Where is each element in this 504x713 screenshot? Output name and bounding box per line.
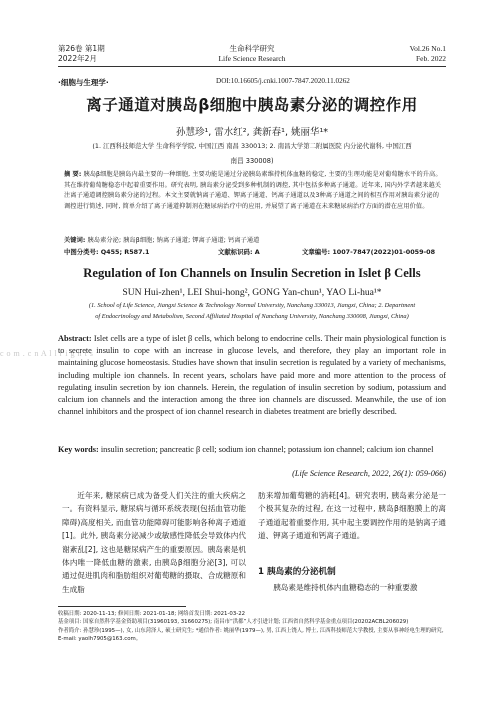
keywords-en (58, 444, 446, 456)
header-volume-en: Vol.26 No.1 (409, 44, 446, 53)
abstract-en-text: Islet cells are a type of islet β cells, which belong to endocrine cells. Their main physiological function is to secrete insulin to cope with an increase in glucose levels, and therefore, they play an important role in maintaining glucose homeostasis. Studies have shown that insulin secretion is regulated by a variety of mechanisms, including multiple ion channels. In recent years, scholars have paid more and more attention to the process of regulating insulin secretion by ion channels. Herein, the regulation of insulin secretion by sodium, potassium and calcium ion channels and the interaction among the three ion channels are discussed. Meanwhile, the use of ion channel inhibitors and the prospect of ion channel research in diabetes treatment are briefly described. (58, 334, 446, 417)
header-journal-cn: 生命科学研究 (229, 44, 275, 53)
keywords-cn-text: 胰岛素分泌; 胰岛β细胞; 钠离子通道; 钾离子通道; 钙离子通道 (87, 237, 260, 244)
abstract-cn (64, 170, 442, 212)
abstract-en (58, 333, 446, 418)
affiliation-en-line-1: (1. School of Life Science, Jiangxi Science & Technology Normal University, Nanchang 330013, Jiangxi, China; 2. Department (88, 302, 416, 309)
classification-clc: 中图分类号: Q455; R587.1 (64, 248, 150, 256)
header-rule (58, 66, 446, 67)
header-journal-en: Life Science Research (218, 54, 286, 63)
body-right-column-para-2: 胰岛素是维持机体内血糖稳态的一种重要激 (273, 583, 418, 592)
footnote-rule (58, 606, 186, 607)
citation: (Life Science Research, 2022, 26(1): 059-066) (292, 469, 446, 478)
keywords-cn (64, 236, 442, 247)
body-right-column-para-1: 肪来增加葡萄糖的消耗[4]。研究表明, 胰岛素分泌是一个极其复杂的过程, 在这一过程中, 胰岛β细胞膜上的离子通道起着重要作用, 其中起主要调控作用的是钠离子通道、钾离子通道和钙离子通道。 (258, 491, 446, 541)
footnotes (58, 610, 446, 644)
footnote-received: 收稿日期: 2020-11-13; 修回日期: 2021-01-18; 网络首发日期: 2021-03-22 (58, 611, 246, 617)
title-en: Regulation of Ion Channels on Insulin Secretion in Islet β Cells (83, 266, 421, 280)
doi: DOI:10.16605/j.cnki.1007-7847.2020.11.0262 (216, 77, 350, 85)
classification-code: 文献标识码: A (218, 248, 260, 256)
authors-cn: 孙慧珍¹, 雷水红², 龚新春¹, 姚丽华¹* (175, 127, 329, 138)
keywords-en-text: insulin secretion; pancreatic β cell; sodium ion channel; potassium ion channel; calcium ion channel (100, 445, 434, 454)
section-heading-1: 1 胰岛素的分泌机制 (258, 567, 336, 577)
keywords-cn-label: 关键词: (64, 237, 86, 244)
classification-article-no: 文章编号: 1007-7847(2022)01-0059-08 (302, 248, 436, 256)
section-tag: ·细胞与生理学· (58, 78, 109, 87)
affiliation-en-line-2: of Endocrinology and Metabolism, Second Affiliated Hospital of Nanchang University, Nanchang 330008, Jiangxi, China) (95, 313, 409, 320)
abstract-cn-text: 胰岛β细胞是胰岛内最主要的一种细胞, 主要功能是通过分泌胰岛素维持机体血糖的稳定, 主要的生理功能是对葡萄糖水平的升高。其在维持葡萄糖稳态中起着重要作用。研究表明, 胰岛素分泌受到多种机制的调控, 其中包括多种离子通道。近年来, 国内外学者越来越关注离子通道调控胰岛素分泌的过程。本文主要就钠离子通道、钾离子通道、钙离子通道以及3种离子通道之间的相互作用对胰岛素分泌的调控进行简述, 同时, 简单介绍了离子通道抑制剂在糖尿病治疗中的应用, 并展望了离子通道在未来糖尿病治疗方面的潜在应用价值。 (64, 171, 442, 210)
header-volume-cn: 第26卷 第1期 (58, 44, 105, 53)
watermark: c o m . c n A l l r i g h t s (0, 349, 94, 358)
abstract-cn-label: 摘 要: (64, 171, 82, 178)
header-date-en: Feb. 2022 (416, 54, 446, 63)
title-cn: 离子通道对胰岛β细胞中胰岛素分泌的调控作用 (86, 96, 418, 114)
abstract-en-label: Abstract: (58, 334, 92, 343)
header-date-cn: 2022年2月 (58, 54, 97, 63)
affiliation-cn-line-2: 南昌 330008) (230, 157, 274, 165)
authors-en: SUN Hui-zhen¹, LEI Shui-hong², GONG Yan-chun¹, YAO Li-hua¹* (122, 287, 382, 298)
keywords-en-label: Key words: (58, 445, 99, 454)
footnote-fund: 基金项目: 国家自然科学基金资助项目(31960193, 31660275); 南昌市“洪都”人才引进计划; 江西省自然科学基金重点项目(20202ACBL206029) (58, 619, 409, 626)
affiliation-cn-line-1: (1. 江西科技师范大学 生命科学学院, 中国江西 南昌 330013; 2. 南昌大学第二附属医院 内分泌代谢科, 中国江西 (92, 142, 412, 150)
footnote-author: 作者简介: 孙慧珍(1995—), 女, 山东菏泽人, 硕士研究生; *通信作者: 姚丽华(1979—), 男, 江西上饶人, 博士, 江西科技师范大学教授, 主要从事神经电生理的研究, E-mail: yaolh7905@163.com。 (58, 627, 444, 643)
body-left-column: 近年来, 糖尿病已成为备受人们关注的重大疾病之一。有资料显示, 糖尿病与循环系统表现(包括血管功能障碍)高度相关, 而血管功能障碍可能影响各种离子通道[1]。此外, 胰岛素分泌减少或敏感性降低会导致体内代谢紊乱[2], 这也是糖尿病产生的重要原因。胰岛素是机体内唯一降低血糖的激素, 由胰岛β细胞分泌[3], 可以通过促进肌肉和脂肪组织对葡萄糖的摄取、合成糖原和生成脂 (62, 491, 246, 594)
